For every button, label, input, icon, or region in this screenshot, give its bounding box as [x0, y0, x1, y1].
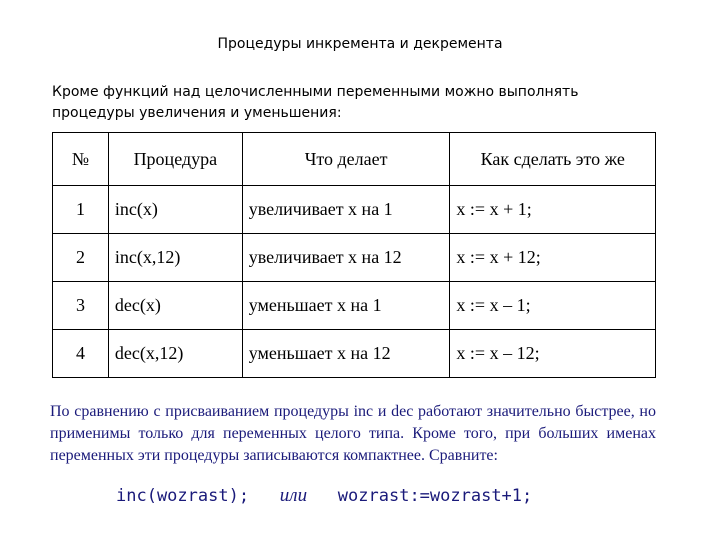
row-procedure: dec(x,12)	[108, 330, 242, 378]
table-row	[53, 282, 656, 330]
table-row	[53, 330, 656, 378]
row-description: уменьшает x на 12	[242, 330, 450, 378]
code-example-connector: или	[279, 485, 308, 506]
code-example-right: wozrast:=wozrast+1;	[337, 486, 533, 506]
row-description: увеличивает x на 12	[242, 234, 450, 282]
row-number: 3	[53, 282, 109, 330]
row-number: 4	[53, 330, 109, 378]
code-example	[116, 485, 532, 507]
code-example-left: inc(wozrast);	[116, 486, 250, 506]
header-procedure: Процедура	[108, 133, 242, 186]
header-number: №	[53, 133, 109, 186]
row-description: уменьшает x на 1	[242, 282, 450, 330]
procedures-table	[52, 132, 656, 378]
header-what-it-does: Что делает	[242, 133, 450, 186]
table-header-row	[53, 133, 656, 186]
comparison-paragraph: По сравнению с присваиванием процедуры inc и dec работают значительно быстрее, но применимы только для переменных целого типа. Кроме того, при больших именах переменных эти процедуры записываются компактнее. Сравните:	[50, 403, 656, 464]
row-description: увеличивает x на 1	[242, 186, 450, 234]
row-number: 1	[53, 186, 109, 234]
intro-text: Кроме функций над целочисленными переменными можно выполнять процедуры увеличения и уменьшения:	[52, 84, 579, 121]
table-row	[53, 234, 656, 282]
header-equivalent: Как сделать это же	[450, 133, 656, 186]
row-procedure: dec(x)	[108, 282, 242, 330]
row-procedure: inc(x,12)	[108, 234, 242, 282]
row-equivalent: x := x + 12;	[450, 234, 656, 282]
row-equivalent: x := x – 12;	[450, 330, 656, 378]
row-equivalent: x := x – 1;	[450, 282, 656, 330]
row-equivalent: x := x + 1;	[450, 186, 656, 234]
row-procedure: inc(x)	[108, 186, 242, 234]
slide-title: Процедуры инкремента и декремента	[217, 36, 503, 52]
row-number: 2	[53, 234, 109, 282]
table-row	[53, 186, 656, 234]
